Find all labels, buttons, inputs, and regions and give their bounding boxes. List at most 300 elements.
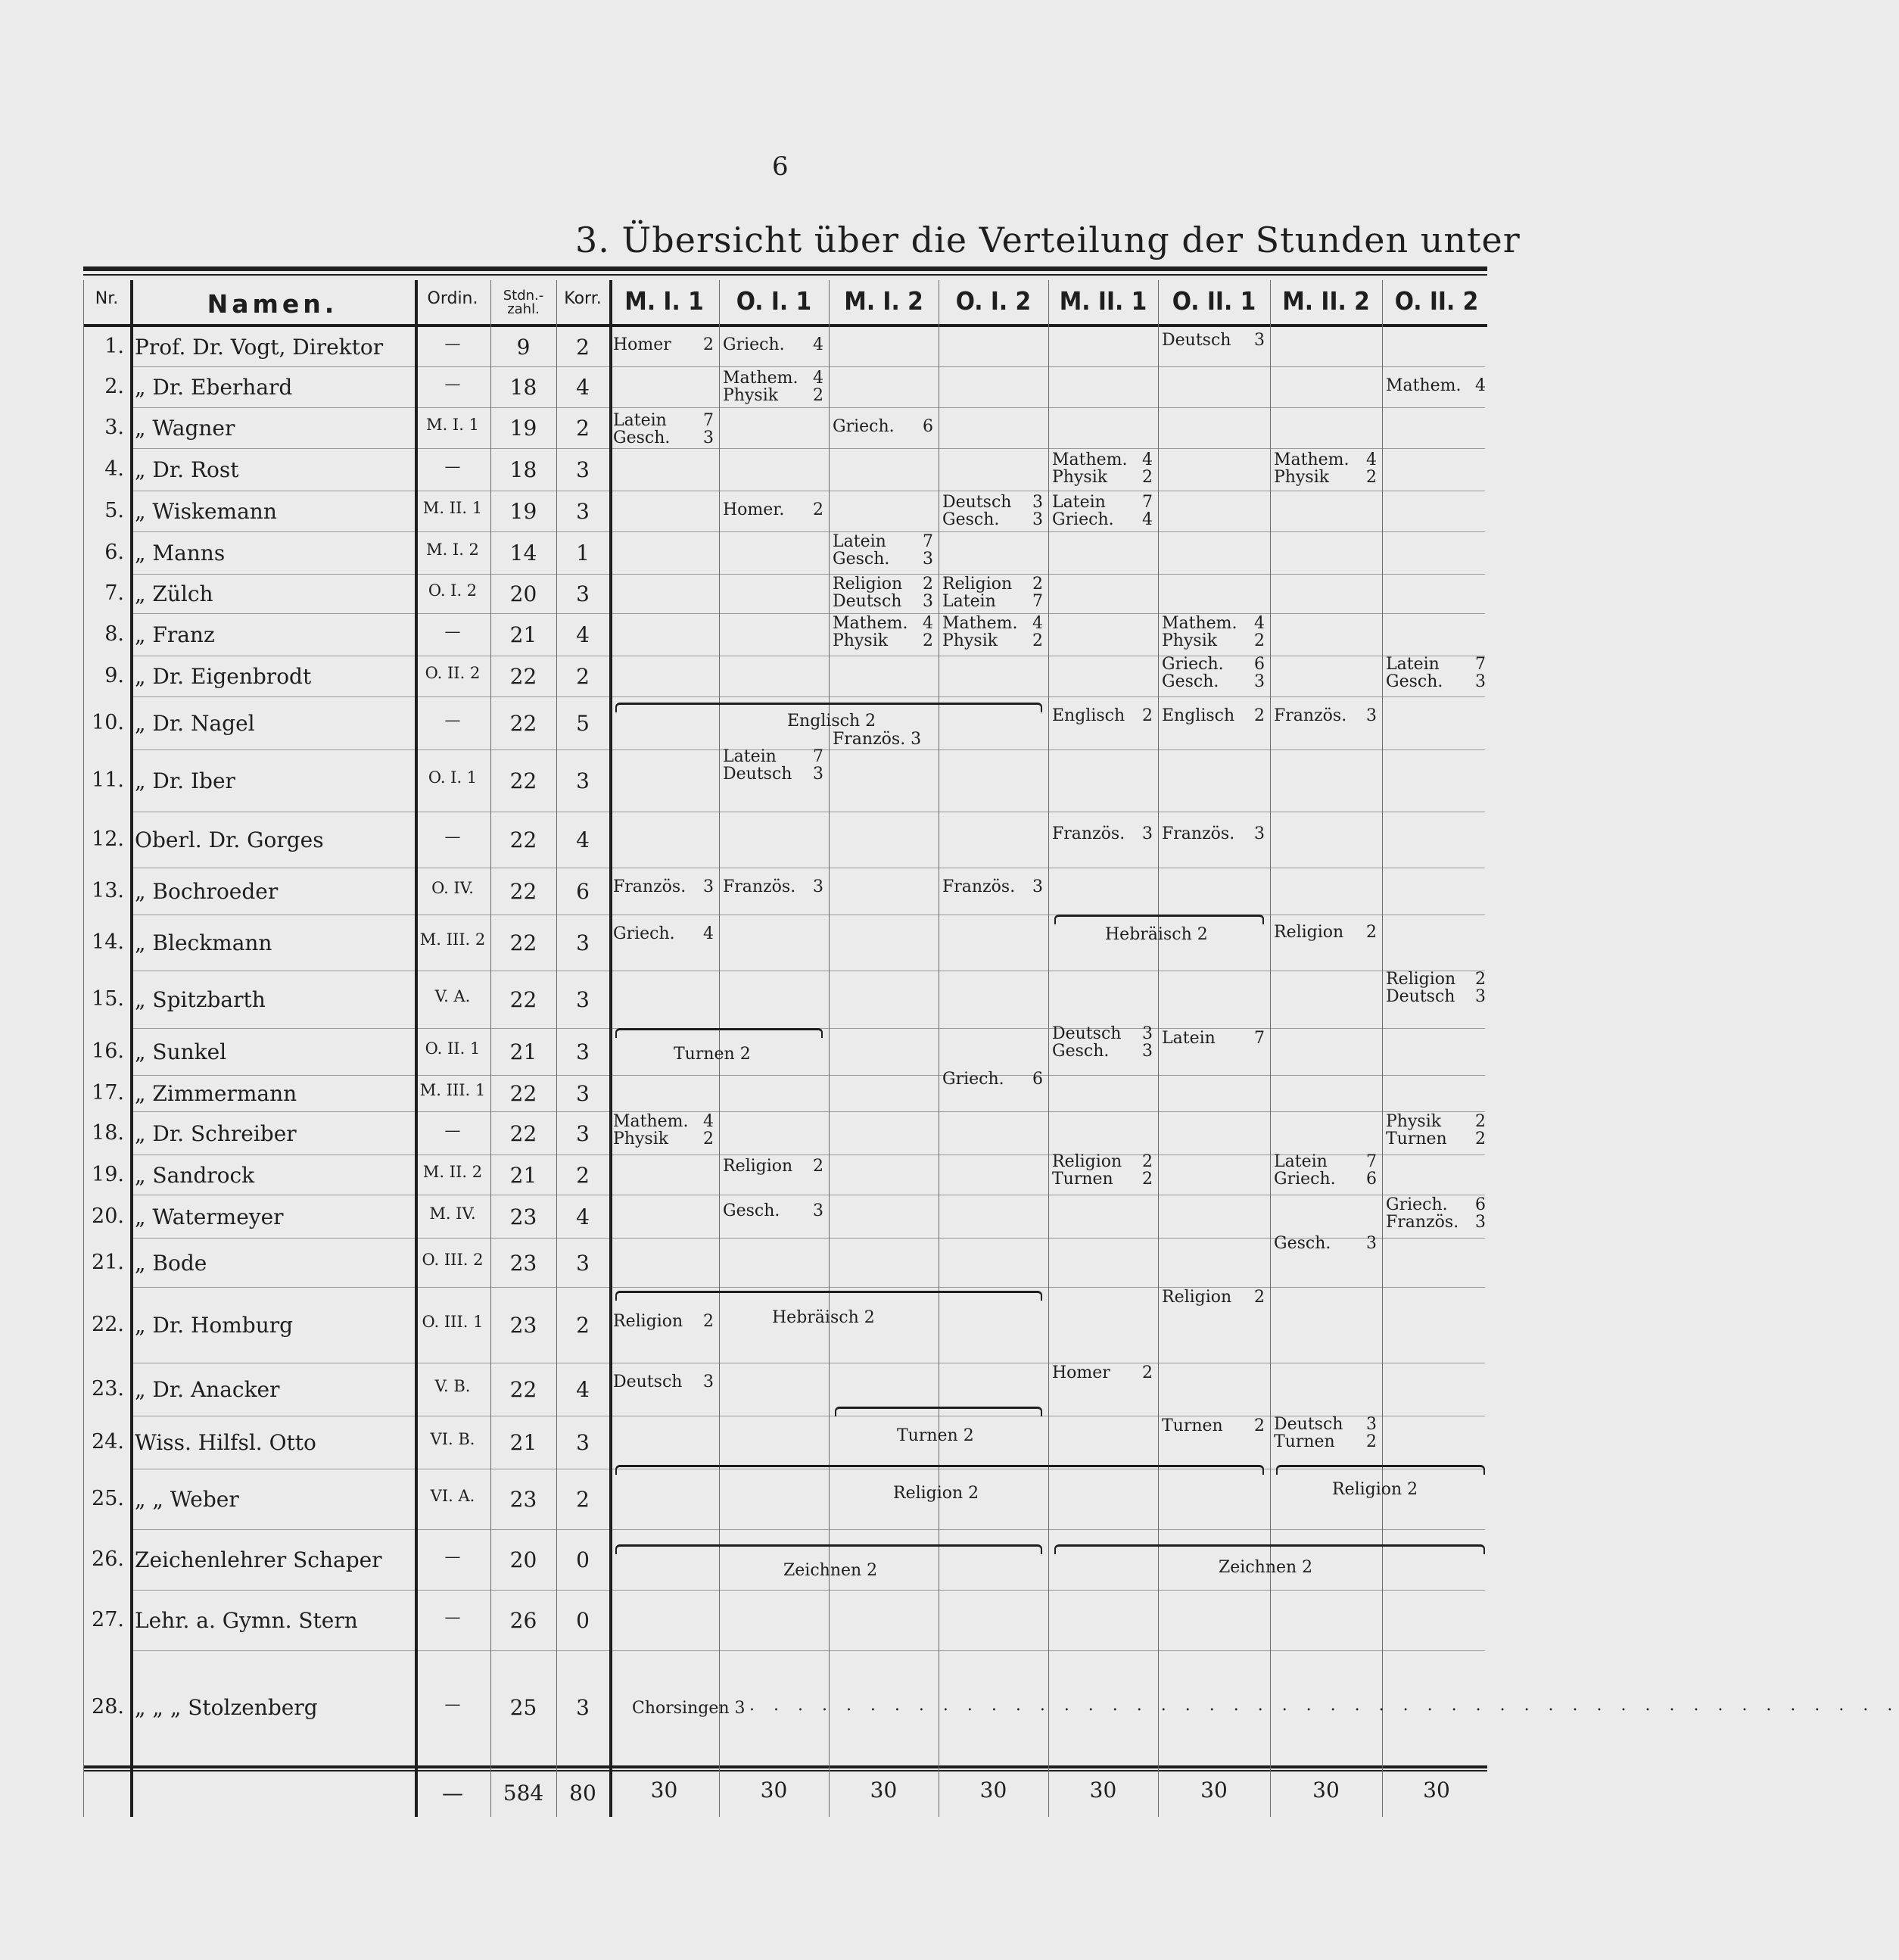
lesson-line	[1052, 511, 1153, 528]
row-ordin: —	[444, 1608, 461, 1626]
hours: 2	[1254, 631, 1265, 650]
row-korr: 0	[576, 1608, 590, 1633]
row-name: „ Zülch	[135, 581, 213, 606]
header-class-3: M. I. 2	[844, 286, 923, 316]
spanning-entry: Chorsingen 3	[632, 1699, 746, 1718]
row-stdn: 22	[509, 827, 537, 852]
row-name: „ Sunkel	[135, 1039, 227, 1064]
row-nr: 13.	[92, 879, 124, 902]
row-nr: 14.	[92, 930, 124, 954]
lesson-line	[1162, 632, 1265, 650]
row-name: Lehr. a. Gymn. Stern	[135, 1608, 358, 1633]
row-korr: 3	[576, 499, 590, 524]
lesson-line	[833, 593, 933, 610]
row-nr: 23.	[92, 1377, 124, 1401]
hours: 2	[1254, 706, 1265, 725]
header-class-1: M. I. 1	[624, 286, 704, 316]
hours: 4	[1366, 450, 1377, 469]
row-ordin: O. II. 1	[425, 1039, 481, 1058]
hours: 2	[1032, 631, 1043, 650]
row-ordin: —	[444, 335, 461, 353]
lesson-entry	[942, 1070, 1043, 1088]
lesson-line	[723, 501, 823, 519]
row-korr: 4	[576, 1377, 590, 1402]
lesson-entry	[613, 925, 714, 943]
lesson-entry	[1052, 1153, 1153, 1188]
subject: Latein	[723, 747, 777, 766]
hours: 2	[813, 1157, 823, 1176]
row-korr: 2	[576, 1162, 590, 1188]
total-class-4: 30	[979, 1778, 1007, 1803]
row-stdn: 23	[509, 1204, 537, 1229]
lesson-line	[1162, 1030, 1265, 1047]
subject: Gesch.	[1052, 1042, 1110, 1061]
row-stdn: 20	[509, 1547, 537, 1572]
header-stdnzahl: Stdn.-zahl.	[503, 288, 544, 317]
column-rule-c7	[1270, 280, 1271, 1817]
subject: Griech.	[942, 1070, 1004, 1089]
row-separator	[130, 448, 1485, 449]
subject: Mathem.	[613, 1112, 689, 1131]
subject: Mathem.	[1162, 614, 1237, 633]
lesson-line	[1274, 924, 1377, 941]
subject: Französ.	[1386, 1213, 1459, 1232]
subject: Gesch.	[1274, 1234, 1331, 1253]
header-class-8: O. II. 2	[1394, 286, 1479, 316]
hours: 7	[813, 747, 823, 766]
row-name: „ Bode	[135, 1250, 207, 1276]
row-ordin: V. B.	[434, 1377, 471, 1395]
subject: Mathem.	[1052, 450, 1128, 469]
row-stdn: 21	[509, 1430, 537, 1455]
row-nr: 15.	[92, 987, 124, 1011]
row-stdn: 18	[509, 375, 537, 400]
lesson-entry	[1162, 825, 1265, 843]
row-ordin: O. I. 1	[428, 768, 478, 787]
hours: 2	[703, 1130, 714, 1148]
lesson-entry	[1052, 707, 1153, 724]
lesson-entry	[942, 615, 1043, 650]
row-nr: 17.	[92, 1081, 124, 1105]
column-rule-name	[130, 280, 133, 1817]
lesson-entry	[1274, 451, 1377, 486]
hours: 3	[1475, 987, 1486, 1006]
row-nr: 1.	[104, 335, 124, 358]
row-ordin: —	[444, 1695, 461, 1713]
total-stdn: 584	[503, 1781, 544, 1806]
lesson-line	[1386, 1113, 1486, 1130]
lesson-entry	[613, 878, 714, 896]
row-ordin: —	[444, 1120, 461, 1139]
subject: Deutsch	[1386, 987, 1455, 1006]
lesson-line	[833, 615, 933, 632]
row-stdn: 22	[509, 711, 537, 736]
header-nr: Nr.	[95, 289, 119, 308]
lesson-entry	[1162, 615, 1265, 650]
subject: Griech.	[1162, 655, 1224, 674]
subject: Französ.	[942, 877, 1016, 896]
row-stdn: 20	[509, 581, 537, 606]
row-ordin: O. III. 2	[422, 1250, 484, 1269]
row-nr: 18.	[92, 1120, 124, 1145]
lesson-line	[1274, 451, 1377, 469]
row-ordin: M. II. 2	[422, 1162, 483, 1181]
lesson-entry	[833, 533, 933, 568]
hours: 3	[1142, 1042, 1153, 1061]
row-name: „ Bleckmann	[135, 930, 272, 955]
row-name: „ Dr. Eberhard	[135, 375, 293, 400]
hours: 6	[1254, 655, 1265, 674]
bracket	[835, 1407, 1042, 1416]
lesson-entry	[1386, 377, 1486, 394]
lesson-line	[942, 615, 1043, 632]
row-korr: 3	[576, 1081, 590, 1106]
header-class-2: O. I. 1	[736, 286, 812, 316]
row-name: „ Sandrock	[135, 1162, 255, 1188]
hours: 6	[923, 417, 933, 436]
row-stdn: 22	[509, 987, 537, 1012]
row-stdn: 21	[509, 1162, 537, 1188]
hours: 2	[1142, 468, 1153, 487]
lesson-entry	[942, 494, 1043, 528]
lesson-line	[833, 550, 933, 568]
header-class-6: O. II. 1	[1172, 286, 1256, 316]
subject: Religion	[1162, 1288, 1232, 1307]
subject: Turnen	[1052, 1170, 1113, 1189]
row-separator	[130, 1590, 1485, 1591]
row-stdn: 9	[516, 335, 531, 360]
lesson-line	[613, 336, 714, 354]
subject: Griech.	[1274, 1170, 1336, 1189]
hours: 3	[1254, 331, 1265, 350]
row-separator	[130, 1111, 1485, 1112]
bracket	[1054, 1544, 1485, 1554]
lesson-line	[1386, 988, 1486, 1005]
subject: Gesch.	[942, 510, 1000, 529]
lesson-line	[942, 575, 1043, 593]
subject: Latein	[1052, 493, 1106, 512]
lesson-line	[1386, 1196, 1486, 1214]
row-ordin: M. III. 1	[419, 1081, 486, 1099]
row-name: Wiss. Hilfsl. Otto	[135, 1430, 316, 1455]
row-name: „ Franz	[135, 622, 215, 647]
lesson-entry	[723, 878, 823, 896]
row-stdn: 26	[509, 1608, 537, 1633]
row-korr: 4	[576, 827, 590, 852]
subject: Homer	[1052, 1363, 1110, 1382]
lesson-line	[1274, 1153, 1377, 1170]
hours: 6	[1366, 1170, 1377, 1189]
row-ordin: VI. B.	[430, 1430, 475, 1448]
total-class-8: 30	[1423, 1778, 1450, 1803]
lesson-entry	[1162, 332, 1265, 349]
subject: Latein	[942, 592, 996, 611]
lesson-line	[942, 593, 1043, 610]
lesson-entry	[613, 336, 714, 354]
lesson-line	[1162, 825, 1265, 843]
subject: Gesch.	[833, 550, 890, 569]
lesson-line	[613, 412, 714, 429]
lesson-line	[1162, 707, 1265, 724]
subject: Griech.	[1386, 1195, 1448, 1214]
row-korr: 3	[576, 1695, 590, 1720]
column-rule-c5	[1048, 280, 1049, 1817]
row-name: „ Dr. Schreiber	[135, 1120, 297, 1146]
row-separator	[130, 1075, 1485, 1076]
lesson-line	[1052, 707, 1153, 724]
subject: Turnen	[1274, 1432, 1335, 1451]
row-nr: 2.	[104, 375, 124, 398]
total-ordin: —	[442, 1781, 463, 1806]
lesson-line	[1386, 971, 1486, 988]
top-rule-thin	[83, 274, 1487, 276]
row-nr: 21.	[92, 1250, 124, 1274]
lesson-entry	[1052, 1364, 1153, 1382]
row-ordin: O. II. 2	[425, 664, 481, 682]
row-separator	[130, 407, 1485, 408]
row-ordin: —	[444, 1547, 461, 1566]
lesson-line	[1274, 1170, 1377, 1188]
lesson-entry	[723, 1202, 823, 1220]
lesson-entry	[1052, 494, 1153, 528]
row-stdn: 22	[509, 1377, 537, 1402]
hours: 7	[1475, 655, 1486, 674]
subject: Turnen	[1386, 1130, 1447, 1148]
row-korr: 4	[576, 622, 590, 647]
row-korr: 1	[576, 541, 590, 566]
row-nr: 26.	[92, 1547, 124, 1571]
row-nr: 19.	[92, 1162, 124, 1186]
subject: Gesch.	[1386, 672, 1443, 691]
hours: 2	[1366, 1432, 1377, 1451]
hours: 3	[1032, 877, 1043, 896]
row-nr: 9.	[104, 664, 124, 687]
hours: 3	[813, 877, 823, 896]
spanning-entry: Französ. 3	[833, 730, 922, 749]
bottom-rule	[83, 1765, 1487, 1768]
row-korr: 3	[576, 768, 590, 793]
lesson-entry	[1274, 1235, 1377, 1252]
lesson-line	[1052, 1025, 1153, 1042]
row-name: „ Wiskemann	[135, 499, 277, 524]
row-korr: 3	[576, 1250, 590, 1276]
subject: Physik	[613, 1130, 669, 1148]
row-nr: 7.	[104, 581, 124, 605]
row-nr: 5.	[104, 499, 124, 522]
row-korr: 4	[576, 1204, 590, 1229]
row-ordin: —	[444, 622, 461, 640]
lesson-entry	[1162, 707, 1265, 724]
hours: 4	[703, 924, 714, 943]
lesson-entry	[1386, 1113, 1486, 1148]
subject: Religion	[942, 575, 1013, 594]
subject: Deutsch	[1162, 331, 1231, 350]
subject: Latein	[613, 411, 667, 430]
row-stdn: 21	[509, 622, 537, 647]
row-korr: 2	[576, 664, 590, 689]
column-rule-c6	[1158, 280, 1159, 1817]
subject: Physik	[1162, 631, 1218, 650]
lesson-entry	[613, 1113, 714, 1148]
lesson-line	[1162, 1417, 1265, 1435]
lesson-line	[1052, 825, 1153, 843]
header-korr: Korr.	[564, 289, 602, 308]
row-ordin: VI. A.	[430, 1487, 475, 1505]
lesson-entry	[1162, 1417, 1265, 1435]
row-separator	[130, 574, 1485, 575]
hours: 7	[1032, 592, 1043, 611]
row-name: „ Dr. Anacker	[135, 1377, 280, 1402]
lesson-entry	[1274, 924, 1377, 941]
lesson-line	[613, 1313, 714, 1330]
subject: Mathem.	[1386, 376, 1462, 395]
row-korr: 3	[576, 457, 590, 482]
lesson-entry	[942, 878, 1043, 896]
subject: Mathem.	[723, 369, 799, 388]
hours: 2	[703, 1312, 714, 1331]
hours: 3	[1475, 1213, 1486, 1232]
row-name: „ Spitzbarth	[135, 987, 266, 1012]
lesson-line	[613, 1130, 714, 1148]
lesson-entry	[1052, 825, 1153, 843]
row-ordin: M. II. 1	[422, 499, 483, 517]
row-nr: 12.	[92, 827, 124, 851]
lesson-line	[1052, 1364, 1153, 1382]
row-ordin: —	[444, 457, 461, 475]
row-korr: 2	[576, 1487, 590, 1512]
subject: Religion	[833, 575, 903, 594]
hours: 3	[703, 1373, 714, 1391]
row-name: „ Dr. Eigenbrodt	[135, 664, 312, 689]
lesson-entry	[1386, 971, 1486, 1005]
row-nr: 16.	[92, 1039, 124, 1063]
hours: 2	[1475, 970, 1486, 989]
bracket	[615, 1544, 1042, 1554]
lesson-line	[1162, 615, 1265, 632]
hours: 2	[813, 386, 823, 405]
lesson-entry	[1052, 451, 1153, 486]
row-ordin: M. I. 1	[426, 416, 479, 434]
row-name: Prof. Dr. Vogt, Direktor	[135, 335, 384, 360]
spanning-entry: Religion 2	[1332, 1480, 1418, 1499]
hours: 2	[923, 631, 933, 650]
column-rule-c1	[609, 280, 612, 1817]
subject: Latein	[1162, 1029, 1216, 1048]
hours: 7	[1254, 1029, 1265, 1048]
hours: 3	[1366, 1234, 1377, 1253]
hours: 2	[1142, 706, 1153, 725]
row-korr: 0	[576, 1547, 590, 1572]
subject: Homer	[613, 335, 671, 354]
lesson-entry	[1162, 1288, 1265, 1306]
spanning-entry: Religion 2	[893, 1484, 979, 1503]
lesson-line	[1052, 451, 1153, 469]
subject: Mathem.	[942, 614, 1018, 633]
spanning-entry: Zeichnen 2	[783, 1561, 878, 1580]
subject: Gesch.	[613, 428, 671, 447]
row-separator	[130, 1529, 1485, 1530]
lesson-line	[1386, 1214, 1486, 1231]
hours: 3	[923, 592, 933, 611]
lesson-entry	[1052, 1025, 1153, 1060]
column-rule-c8	[1382, 280, 1383, 1817]
top-rule-thick	[83, 266, 1487, 271]
hours: 4	[923, 614, 933, 633]
bracket	[615, 1465, 1264, 1475]
lesson-entry	[1386, 656, 1486, 690]
row-stdn: 22	[509, 930, 537, 955]
hours: 2	[923, 575, 933, 594]
bracket	[1276, 1465, 1485, 1475]
lesson-line	[613, 1373, 714, 1391]
lesson-entry	[723, 748, 823, 783]
row-separator	[130, 531, 1485, 532]
lesson-line	[613, 878, 714, 896]
lesson-line	[613, 429, 714, 447]
row-nr: 22.	[92, 1313, 124, 1336]
hours: 2	[1254, 1416, 1265, 1435]
row-ordin: —	[444, 711, 461, 729]
lesson-entry	[613, 412, 714, 447]
hours: 2	[1366, 468, 1377, 487]
row-name: „ Dr. Iber	[135, 768, 235, 793]
hours: 3	[813, 1201, 823, 1220]
hours: 3	[703, 877, 714, 896]
subject: Griech.	[1052, 510, 1114, 529]
row-ordin: M. III. 2	[419, 930, 486, 949]
row-ordin: O. IV.	[431, 879, 474, 897]
row-nr: 27.	[92, 1608, 124, 1631]
subject: Physik	[1052, 468, 1108, 487]
lesson-line	[723, 748, 823, 765]
lesson-line	[1052, 1042, 1153, 1060]
subject: Religion	[1386, 970, 1456, 989]
row-name: „ Dr. Nagel	[135, 711, 255, 736]
row-nr: 25.	[92, 1487, 124, 1510]
lesson-entry	[1274, 1416, 1377, 1451]
row-ordin: O. III. 1	[422, 1313, 484, 1331]
row-stdn: 23	[509, 1250, 537, 1276]
row-name: „ Watermeyer	[135, 1204, 284, 1229]
lesson-line	[1386, 1130, 1486, 1148]
hours: 4	[813, 335, 823, 354]
lesson-line	[723, 336, 823, 354]
row-korr: 3	[576, 930, 590, 955]
lesson-entry	[833, 418, 933, 435]
hours: 4	[1475, 376, 1486, 395]
lesson-entry	[1162, 656, 1265, 690]
row-name: „ Zimmermann	[135, 1081, 297, 1106]
hours: 3	[703, 428, 714, 447]
lesson-line	[1274, 1235, 1377, 1252]
row-nr: 10.	[92, 711, 124, 734]
lesson-entry	[723, 1158, 823, 1175]
hours: 3	[1366, 706, 1377, 725]
subject: Französ.	[1274, 706, 1347, 725]
hours: 2	[1142, 1363, 1153, 1382]
row-nr: 6.	[104, 541, 124, 564]
header-class-5: M. II. 1	[1059, 286, 1147, 316]
lesson-entry	[1274, 1153, 1377, 1188]
hours: 6	[1032, 1070, 1043, 1089]
bracket	[615, 1291, 1042, 1301]
subject: Latein	[1274, 1152, 1328, 1171]
lesson-line	[613, 1113, 714, 1130]
row-name: „ Dr. Homburg	[135, 1313, 294, 1338]
hours: 6	[1475, 1195, 1486, 1214]
subject: Gesch.	[723, 1201, 780, 1220]
row-ordin: M. I. 2	[426, 541, 479, 559]
